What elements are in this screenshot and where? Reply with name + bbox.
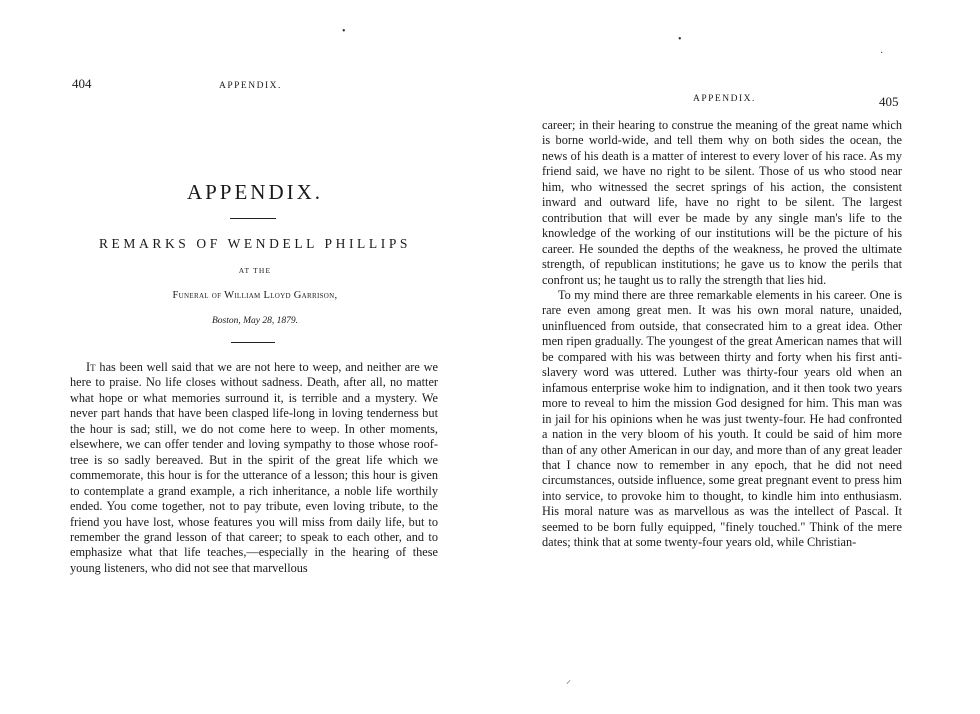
- scan-speck: ⸝: [566, 675, 571, 686]
- remarks-subtitle: REMARKS OF WENDELL PHILLIPS: [98, 236, 412, 251]
- body-text-left: [70, 360, 438, 576]
- at-the-line: AT THE: [238, 266, 272, 275]
- right-page: [490, 0, 980, 714]
- page-number-right: 405: [879, 94, 899, 109]
- body-text-right: [542, 118, 902, 551]
- scan-speck: ·: [880, 48, 884, 59]
- running-head-left: APPENDIX.: [219, 81, 282, 91]
- running-head-right: APPENDIX.: [693, 94, 756, 104]
- appendix-title: APPENDIX.: [186, 180, 324, 204]
- page-number-left: 404: [72, 76, 92, 91]
- paragraph-right-1: career; in their hearing to construe the meaning of the great name which is borne world-wide, and tell them why on both sides the ocean, the news of his death is a matter of interest to every lover of his race. As my friend said, we have no right to be silent. Those of us who stood near him, who witnessed the secret springs of his action, the consistent inward and outward life, have no right to be silent. The largest contribution that will ever be made by any single man's life to the knowledge of the working of our institutions will be the picture of his career. He sounded the depths of the weakness, he proved the ultimate strength, of republican institutions; he gave us to know the perils that confront us; he taught us to rally the strength that lies hid.: [542, 118, 902, 287]
- paragraph-lead-word: It: [86, 360, 96, 374]
- scan-speck: •: [678, 34, 682, 45]
- scan-speck: •: [342, 26, 346, 37]
- funeral-line: Funeral of William Lloyd Garrison,: [172, 290, 338, 301]
- paragraph-left: [70, 360, 438, 576]
- paragraph-right-2: To my mind there are three remarkable elements in his career. One is rare even among great men. It was his own moral nature, unaided, uninfluenced from outside, that consecrated him to a great idea. Other men ripen gradually. The youngest of the great American names that will be compared with his was between thirty and forty when his first anti-slavery word was uttered. Luther was thirty-four years old when an infamous enterprise woke him to indignation, and it then took two years more to reveal to him the mission God designed for him. This man was in jail for his opinions when he was just twenty-four. He had confronted a nation in the very bloom of his youth. It could be said of him more than of any other American in our day, and more than of any great leader that I chance now to remember in any epoch, that he did not need circumstances, outside influence, some great pregnant event to press him into service, to provoke him to thought, to kindle him into enthusiasm. His moral nature was as marvellous as was the intellect of Pascal. It seemed to be born fully equipped, "finely touched." Think of the mere dates; think that at some twenty-four years old, while Christian-: [542, 287, 902, 550]
- paragraph-left-text: has been well said that we are not here to weep, and neither are we here to praise. No life closes without sadness. Death, after all, no matter what hope or what memories surround it, is terrible and a mystery. We never part hands that have been clasped life-long in loving tenderness but the hour is sad; still, we do not come here to weep. In other moments, elsewhere, we can offer tender and loving sympathy to those whose roof-tree is so sadly bereaved. But in the spirit of the great life which we commemorate, this hour is for the utterance of a lesson; this hour is given to contemplate a grand example, a rich inheritance, a noble life worthily ended. You come together, not to pay tribute, even loving tribute, to the friend you have lost, whose features you will miss from daily life, but to remember the grand lesson of that career; to speak to each other, and to emphasize what that life teaches,—especially in the hearing of these young listeners, who did not see that marvellous: [70, 360, 438, 575]
- title-rule: [230, 218, 276, 219]
- section-rule: [231, 342, 275, 343]
- date-line: Boston, May 28, 1879.: [211, 316, 299, 326]
